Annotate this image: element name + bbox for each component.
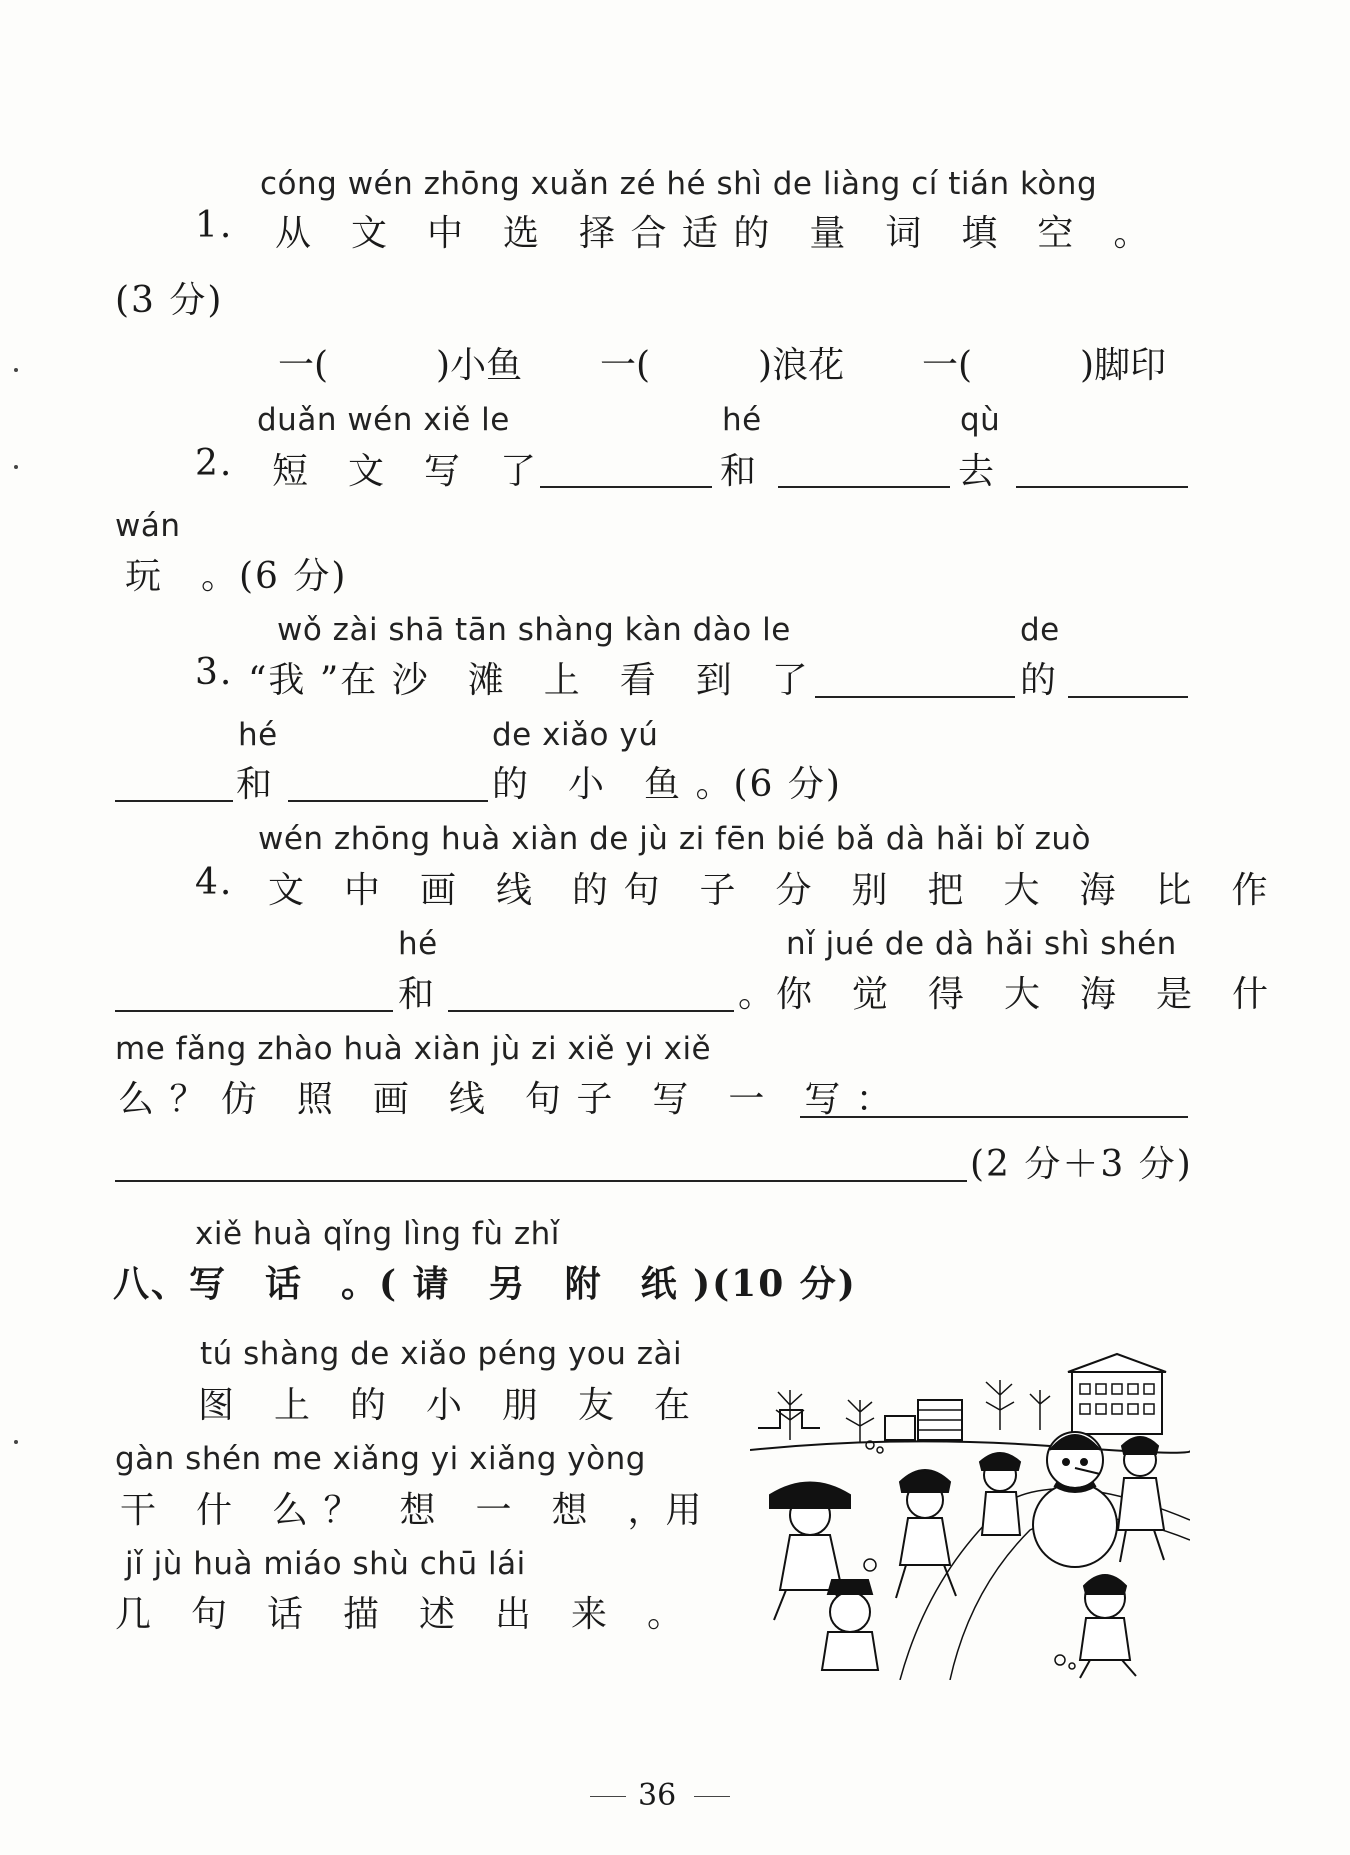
page-number-dash-left [590,1796,626,1797]
q2-pinyin-wan: wán [115,508,181,544]
q2-he: 和 [720,451,759,492]
q2-pinyin-qu: qù [960,402,1001,438]
page-number-dash-right [694,1796,730,1797]
q4-blank-1[interactable] [115,1010,393,1012]
q4-score: (2 分＋3 分) [970,1144,1193,1185]
q8-title: 八、写 话 。( 请 另 附 纸 )(10 分) [113,1263,857,1305]
q4-blank-4[interactable] [115,1180,967,1182]
q2-blank-3[interactable] [1016,486,1188,488]
q4-number: 4. [195,862,234,903]
margin-mark [14,368,18,372]
q2-pinyin: duǎn wén xiě le [257,402,510,438]
q2-number: 2. [195,443,234,484]
q1-pinyin: cóng wén zhōng xuǎn zé hé shì de liàng cí tián kòng [260,166,1098,202]
q4-pinyin-3: me fǎng zhào huà xiàn jù zi xiě yi xiě [115,1031,712,1067]
q8-text-2: 干 什 么 ？ 想 一 想 ，用 [120,1490,704,1531]
q4-pinyin-he: hé [398,926,438,962]
q3-number: 3. [195,652,234,693]
q4-he: 和 [398,974,437,1015]
q4-text: 文 中 画 线 的 句 子 分 别 把 大 海 比 作 [268,870,1270,911]
margin-mark [14,465,18,469]
q3-pinyin-he: hé [238,717,278,753]
q2-text-2: 玩 。(6 分) [125,556,348,597]
q3-de: 的 [1020,660,1059,701]
q1-item-fish: 一( )小鱼 [278,345,523,386]
q2-blank-2[interactable] [778,486,950,488]
q3-pinyin-de: de [1020,612,1060,648]
q1-score: (3 分) [115,280,224,321]
q8-pinyin: xiě huà qǐng lìng fù zhǐ [195,1216,560,1252]
page-number: 36 [638,1778,677,1813]
q4-pinyin: wén zhōng huà xiàn de jù zi fēn bié bǎ dà hǎi bǐ zuò [258,821,1091,857]
q2-text: 短 文 写 了 [272,451,539,492]
q2-qu: 去 [958,451,997,492]
q4-text-2: 。你 觉 得 大 海 是 什 [738,974,1271,1015]
q3-pinyin-xiaoyu: de xiǎo yú [492,717,659,753]
q3-text-2: 的 小 鱼 。(6 分) [492,764,842,805]
q4-pinyin-2: nǐ jué de dà hǎi shì shén [786,926,1177,962]
q2-blank-1[interactable] [540,486,712,488]
q8-pinyin-1: tú shàng de xiǎo péng you zài [200,1336,683,1372]
q1-item-wave: 一( )浪花 [600,345,845,386]
q4-blank-3[interactable] [800,1116,1188,1118]
q1-number: 1. [195,205,234,246]
q8-pinyin-3: jǐ jù huà miáo shù chū lái [125,1546,526,1582]
q4-text-3: 么 ？ 仿 照 画 线 句 子 写 一 写 ： [118,1079,894,1120]
q4-blank-2[interactable] [448,1010,734,1012]
q2-pinyin-he: hé [722,402,762,438]
q3-blank-1[interactable] [815,696,1015,698]
q3-he: 和 [236,764,275,805]
q1-text: 从 文 中 选 择 合 适 的 量 词 填 空 。 [275,213,1152,254]
q3-blank-3[interactable] [115,800,233,802]
q3-blank-2[interactable] [1068,696,1188,698]
q3-text: “我 ”在 沙 滩 上 看 到 了 [248,660,810,701]
q3-pinyin: wǒ zài shā tān shàng kàn dào le [277,612,791,648]
margin-mark [14,1440,18,1444]
q8-text-3: 几 句 话 描 述 出 来 。 [115,1594,686,1635]
q8-text-1: 图 上 的 小 朋 友 在 [198,1385,693,1426]
q8-pinyin-2: gàn shén me xiǎng yi xiǎng yòng [115,1441,646,1477]
q3-blank-4[interactable] [288,800,488,802]
q1-item-footprint: 一( )脚印 [922,345,1167,386]
snow-play-illustration [750,1350,1190,1680]
